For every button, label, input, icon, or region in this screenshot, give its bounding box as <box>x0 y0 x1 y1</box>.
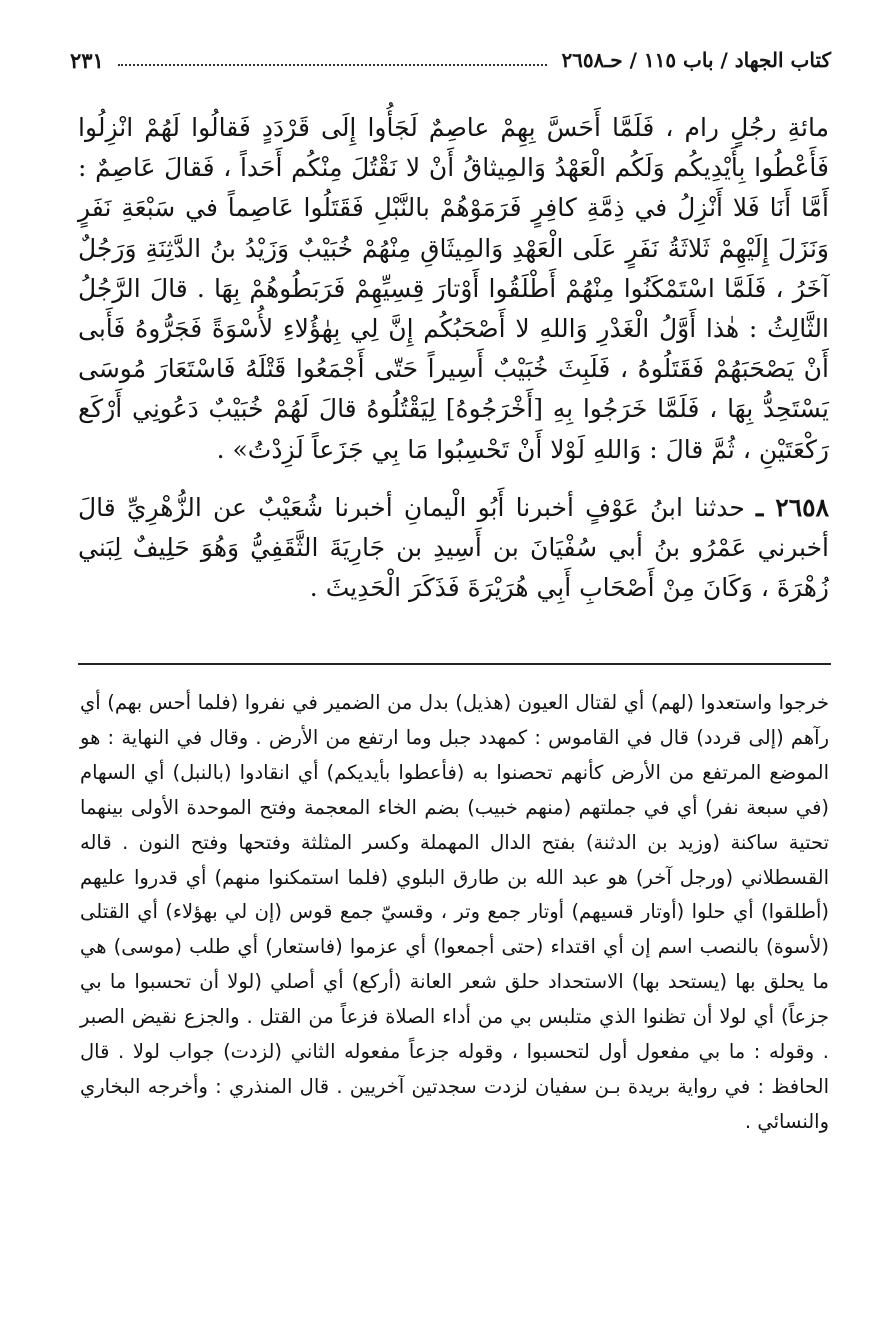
commentary-footnote <box>80 686 829 1140</box>
hadith-text-paragraph: مائةِ رجُلٍ رام ، فَلَمَّا أَحَسَّ بِهِمْ عاصِمٌ لَجَأُوا إِلَى قَرْدَدٍ فَقالُوا لَهُمْ انْزِلُوا فَأَعْطُوا بِأَيْدِيكُم وَلَكُم الْعَهْدُ وَالمِيثاقُ أَنْ لا نَقْتُلَ مِنْكُم أَحَداً ، فَقالَ عَاصِمٌ : أَمَّا أَنَا فَلا أَنْزِلُ في ذِمَّةِ كافِرٍ فَرَمَوْهُمْ بالنَّبْلِ فَقَتَلُوا عَاصِماً في سَبْعَةِ نَفَرٍ وَنَزَلَ إِلَيْهِمْ ثَلاثَةُ نَفَرٍ عَلَى الْعَهْدِ وَالمِيثَاقِ مِنْهُمْ خُبَيْبٌ وَزَيْدُ بنُ الدَّثِنَةِ وَرَجُلٌ آخَرُ ، فَلَمَّا اسْتَمْكَنُوا مِنْهُمْ أَطْلَقُوا أَوْتارَ قِسِيِّهِمْ فَرَبَطُوهُمْ بِهَا . قالَ الرَّجُلُ الثَّالِثُ : هٰذا أَوَّلُ الْغَدْرِ وَاللهِ لا أَصْحَبُكُم إِنَّ لِي بِهٰؤُلاءِ لأُسْوَةً فَجَرُّوهُ فَأَبى أَنْ يَصْحَبَهُمْ فَقَتَلُوهُ ، فَلَبِثَ خُبَيْبٌ أَسِيراً حَتّى أَجْمَعُوا قَتْلَهُ فَاسْتَعَارَ مُوسَى يَسْتَحِدُّ بِهَا ، فَلَمَّا خَرَجُوا بِهِ [أَخْرَجُوهُ] لِيَقْتُلُوهُ قالَ لَهُمْ خُبَيْبٌ دَعُونِي أَرْكَع رَكْعَتَيْنِ ، ثُمَّ قالَ : وَاللهِ لَوْلا أَنْ تَحْسِبُوا مَا بِي جَزَعاً لَزِدْتُ» . <box>78 113 829 464</box>
footnote-divider <box>78 663 831 665</box>
leader-dots <box>118 54 548 66</box>
running-title: كتاب الجهاد / باب ١١٥ / حـ٢٦٥٨ <box>561 48 831 72</box>
hadith-number: ٢٦٥٨ ـ <box>756 492 829 522</box>
page-header <box>70 42 831 78</box>
commentary-text: خرجوا واستعدوا (لهم) أي لقتال العيون (هذيل) بدل من الضمير في نفروا (فلما أحس بهم) أي رآهم (إلى قردد) قال في القاموس : كمهدد جبل وما ارتفع من الأرض . وقال في النهاية : هو الموضع المرتفع من الأرض كأنهم تحصنوا به (فأعطوا بأيديكم) أي انقادوا (بالنبل) أي السهام (في سبعة نفر) أي في جملتهم (منهم خبيب) بضم الخاء المعجمة وفتح الموحدة الأولى بينهما تحتية ساكنة (وزيد بن الدثنة) بفتح الدال المهملة وكسر المثلثة وفتحها وفتح النون . قاله القسطلاني (ورجل آخر) هو عبد الله بن طارق البلوي (فلما استمكنوا منهم) أي قدروا عليهم (أطلقوا) أي حلوا (أوتار قسيهم) أوتار جمع وتر ، وقسيّ جمع قوس (إن لي بهؤلاء) أي القتلى (لأسوة) بالنصب اسم إن أي اقتداء (حتى أجمعوا) أي عزموا (فاستعار) أي طلب (موسى) هي ما يحلق بها (يستحد بها) الاستحداد حلق شعر العانة (أركع) أي أصلي (لولا أن تحسبوا ما بي جزعاً) أي لولا أن تظنوا الذي متلبس بي من أداء الصلاة فزعاً من القتل . والجزع نقيض الصبر . وقوله : ما بي مفعول أول لتحسبوا ، وقوله جزعاً مفعوله الثاني (لزدت) جواب لولا . قال الحافظ : في رواية بريدة بـن سفيان لزدت سجدتين آخريين . قال المنذري : وأخرجه البخاري والنسائي . <box>80 691 829 1133</box>
main-text <box>78 108 829 608</box>
hadith-2658-paragraph <box>78 488 829 609</box>
page-number: ٢٣١ <box>70 47 104 73</box>
hadith-2658-text: حدثنا ابنُ عَوْفٍ أخبرنا أَبُو الْيمانِ أخبرنا شُعَيْبٌ عن الزُّهْرِيِّ قالَ أخبرني عَمْرُو بنُ أبي سُفْيَانَ بن أَسِيدِ بن جَارِيَةَ الثَّقَفِيُّ وَهُوَ حَلِيفٌ لِبَني زُهْرَةَ ، وَكَانَ مِنْ أَصْحَابِ أَبِي هُرَيْرَةَ فَذَكَرَ الْحَدِيثَ . <box>78 492 829 603</box>
